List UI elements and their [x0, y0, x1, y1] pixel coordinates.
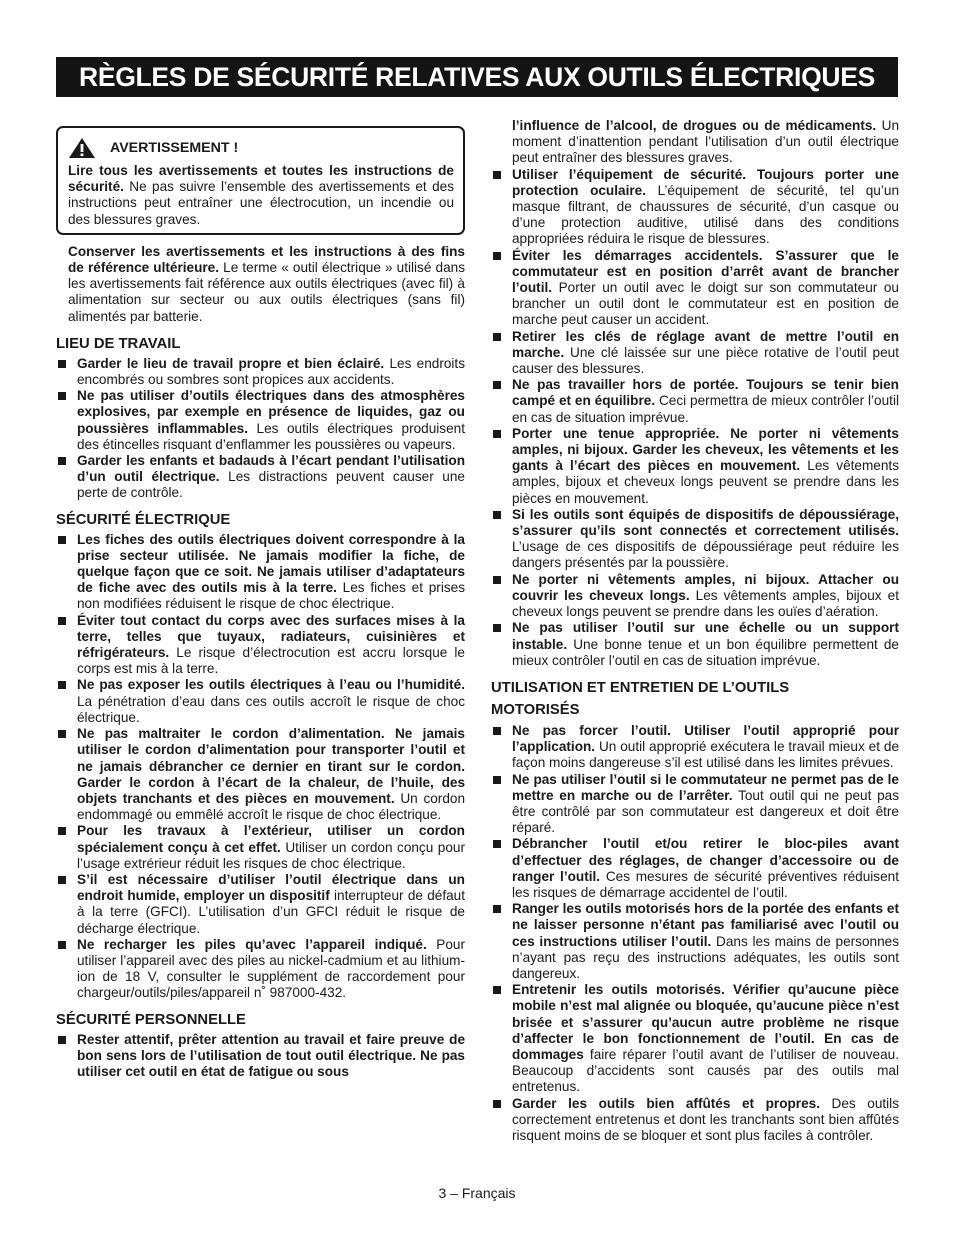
bullet-square-icon [493, 381, 501, 389]
list-item: Rester attentif, prêter attention au travail et faire preuve de bon sens lors de l’utilisation de tout outil électrique. Ne pas utiliser cet outil en état de fatigue ou sous [56, 1032, 465, 1081]
list-item: Débrancher l’outil et/ou retirer le bloc-piles avant d’effectuer des réglages, de changer d’accessoire ou de ranger l’outil. Ces mesures de sécurité préventives réduisent les risques de démarrage accidentel de l’outil. [491, 836, 899, 901]
list-item: Ne pas utiliser l’outil si le commutateur ne permet pas de le mettre en marche ou de l’arrêter. Tout outil qui ne peut pas être contrôlé par son commutateur est dangereux et doit être réparé. [491, 772, 899, 837]
bullet-square-icon [493, 171, 501, 179]
list-item: Ranger les outils motorisés hors de la portée des enfants et ne laisser personne n’étant pas familiarisé avec l’outil ou ces instructions utiliser l’outil. Dans les mains de personnes n’ayant pas reçu des instructions adéquates, les outils sont dangereux. [491, 901, 899, 982]
warning-triangle-icon [68, 137, 96, 159]
left-column [56, 118, 465, 1080]
bullet-square-icon [58, 827, 66, 835]
bullet-square-icon [58, 730, 66, 738]
bullet-square-icon [58, 1036, 66, 1044]
warning-box [56, 126, 465, 235]
list-item: Ne pas maltraiter le cordon d’alimentation. Ne jamais utiliser le cordon d’alimentation pour transporter l’outil et ne jamais débrancher ce dernier en tirant sur le cordon. Garder le cordon à l’écart de la chaleur, de l’huile, des objets tranchants et des pièces en mouvement. Un cordon endommagé ou emmêlé accroît le risque de choc électrique. [56, 726, 465, 823]
list-item: Ne pas utiliser d’outils électriques dans des atmosphères explosives, par exemple en présence de liquides, gaz ou poussières inflammables. Les outils électriques produisent des étincelles risquant d’enflammer les poussières ou vapeurs. [56, 388, 465, 453]
list-item: Garder les outils bien affûtés et propres. Des outils correctement entretenus et dont les tranchants sont bien affûtés risquent moins de se bloquer et sont plus faciles à contrôler. [491, 1096, 899, 1145]
list-item: S’il est nécessaire d’utiliser l’outil électrique dans un endroit humide, employer un dispositif interrupteur de défaut à la terre (GFCI). L’utilisation d’un GFCI réduit le risque de décharge électrique. [56, 872, 465, 937]
bullet-square-icon [493, 576, 501, 584]
list-item: Garder les enfants et badauds à l’écart pendant l’utilisation d’un outil électrique. Les distractions peuvent causer une perte de contrôle. [56, 453, 465, 502]
list-item: Pour les travaux à l’extérieur, utiliser un cordon spécialement conçu à cet effet. Utiliser un cordon conçu pour l’usage extrérieur réduit les risques de choc électrique. [56, 823, 465, 872]
list-item: Utiliser l’équipement de sécurité. Toujours porter une protection oculaire. L’équipement de sécurité, tel qu’un masque filtrant, de chaussures de sécurité, d’un casque ou d’une protection auditive, utilisé dans des conditions appropriées réduira le risque de blessures. [491, 167, 899, 248]
section-heading-tool-use-line2: MOTORISÉS [491, 701, 580, 718]
bullet-square-icon [493, 776, 501, 784]
list-item: Porter une tenue appropriée. Ne porter ni vêtements amples, ni bijoux. Garder les cheveux, les vêtements et les gants à l’écart des pièces en mouvement. Les vêtements amples, bijoux et cheveux longs peuvent se prendre dans les pièces en mouvement. [491, 426, 899, 507]
bullet-square-icon [493, 1100, 501, 1108]
bullet-square-icon [493, 511, 501, 519]
bullet-square-icon [58, 392, 66, 400]
section-heading-electrical: SÉCURITÉ ÉLECTRIQUE [56, 511, 231, 528]
bullet-square-icon [58, 617, 66, 625]
section-heading-tool-use-line1: UTILISATION ET ENTRETIEN DE L’OUTILS [491, 679, 790, 696]
list-item: Garder le lieu de travail propre et bien éclairé. Les endroits encombrés ou sombres sont propices aux accidents. [56, 356, 465, 388]
bullet-square-icon [493, 986, 501, 994]
page-title: RÈGLES DE SÉCURITÉ RELATIVES AUX OUTILS ÉLECTRIQUES [56, 57, 898, 97]
list-item: Éviter tout contact du corps avec des surfaces mises à la terre, telles que tuyaux, radiateurs, cuisinières et réfrigérateurs. Le risque d’électrocution est accru lorsque le corps est mis à la terre. [56, 613, 465, 678]
warning-text: Lire tous les avertissements et toutes les instructions de sécurité. Ne pas suivre l’ensemble des avertissements et des instructions peut entraîner une électrocution, un incendie ou des blessures graves. [68, 163, 454, 227]
section-heading-personal: SÉCURITÉ PERSONNELLE [56, 1011, 246, 1028]
list-item: Éviter les démarrages accidentels. S’assurer que le commutateur est en position d’arrêt avant de brancher l’outil. Porter un outil avec le doigt sur son commutateur ou brancher un outil dont le commutateur est en position de marche peut causer un accident. [491, 248, 899, 329]
list-item: Ne pas exposer les outils électriques à l’eau ou l’humidité. La pénétration d’eau dans ces outils accroît le risque de choc électrique. [56, 677, 465, 726]
section-heading-work-area: LIEU DE TRAVAIL [56, 335, 181, 352]
list-item: Ne pas travailler hors de portée. Toujours se tenir bien campé et en équilibre. Ceci permettra de mieux contrôler l’outil en cas de situation imprévue. [491, 377, 899, 426]
list-item: Retirer les clés de réglage avant de mettre l’outil en marche. Une clé laissée sur une pièce rotative de l’outil peut causer des blessures. [491, 329, 899, 378]
bullet-square-icon [493, 905, 501, 913]
bullet-square-icon [58, 536, 66, 544]
bullet-square-icon [58, 457, 66, 465]
keep-instructions-text: Conserver les avertissements et les instructions à des fins de référence ultérieure. Le terme « outil électrique » utilisé dans les avertissements fait référence aux outils électriques (avec fil) à alimentation sur secteur ou aux outils électriques (sans fil) alimentés par batterie. [68, 243, 465, 324]
bullet-square-icon [493, 727, 501, 735]
warning-heading: AVERTISSEMENT ! [110, 139, 239, 156]
list-item: Les fiches des outils électriques doivent correspondre à la prise secteur utilisée. Ne jamais modifier la fiche, de quelque façon que ce soit. Ne jamais utiliser d’adaptateurs de fiche avec des outils mis à la terre. Les fiches et prises non modifiées réduisent le risque de choc électrique. [56, 532, 465, 613]
bullet-square-icon [493, 840, 501, 848]
list-item: Ne recharger les piles qu’avec l’appareil indiqué. Pour utiliser l’appareil avec des piles au nickel-cadmium et au lithium-ion de 18 V, consulter le supplément de raccordement pour chargeur/outils/piles/appareil n˚ 987000-432. [56, 937, 465, 1002]
bullet-square-icon [493, 252, 501, 260]
right-column [491, 118, 899, 1144]
bullet-square-icon [58, 681, 66, 689]
section-heading-tool-use [491, 677, 899, 721]
warning-header [68, 136, 454, 160]
list-item: Ne porter ni vêtements amples, ni bijoux. Attacher ou couvrir les cheveux longs. Les vêtements amples, bijoux et cheveux longs peuvent se prendre dans les ouïes d’aération. [491, 572, 899, 621]
bullet-square-icon [493, 430, 501, 438]
list-item-continued: l’influence de l’alcool, de drogues ou de médicaments. Un moment d’inattention pendant l’utilisation d’un outil électrique peut entraîner des blessures graves. [512, 118, 900, 166]
list-item: Entretenir les outils motorisés. Vérifier qu’aucune pièce mobile n’est mal alignée ou bloquée, qu’aucune pièce n’est brisée et s’assurer qu’aucun autre problème ne risque d’affecter le bon fonctionnement de l’outil. En cas de dommages faire réparer l’outil avant de l’utiliser de nouveau. Beaucoup d’accidents sont causés par des outils mal entretenus. [491, 982, 899, 1095]
bullet-square-icon [493, 624, 501, 632]
list-item: Ne pas utiliser l’outil sur une échelle ou un support instable. Une bonne tenue et un bon équilibre permettent de mieux contrôler l’outil en cas de situation imprévue. [491, 620, 899, 669]
page-footer: 3 – Français [438, 1185, 516, 1201]
bullet-square-icon [493, 333, 501, 341]
bullet-square-icon [58, 876, 66, 884]
list-item: Ne pas forcer l’outil. Utiliser l’outil approprié pour l’application. Un outil approprié exécutera le travail mieux et de façon moins dangereuse s’il est utilisé dans les limites prévues. [491, 723, 899, 772]
bullet-square-icon [58, 941, 66, 949]
bullet-square-icon [58, 360, 66, 368]
list-item: Si les outils sont équipés de dispositifs de dépoussiérage, s’assurer qu’ils sont connectés et correctement utilisés. L’usage de ces dispositifs de dépoussiérage peut réduire les dangers présentés par la poussière. [491, 507, 899, 572]
